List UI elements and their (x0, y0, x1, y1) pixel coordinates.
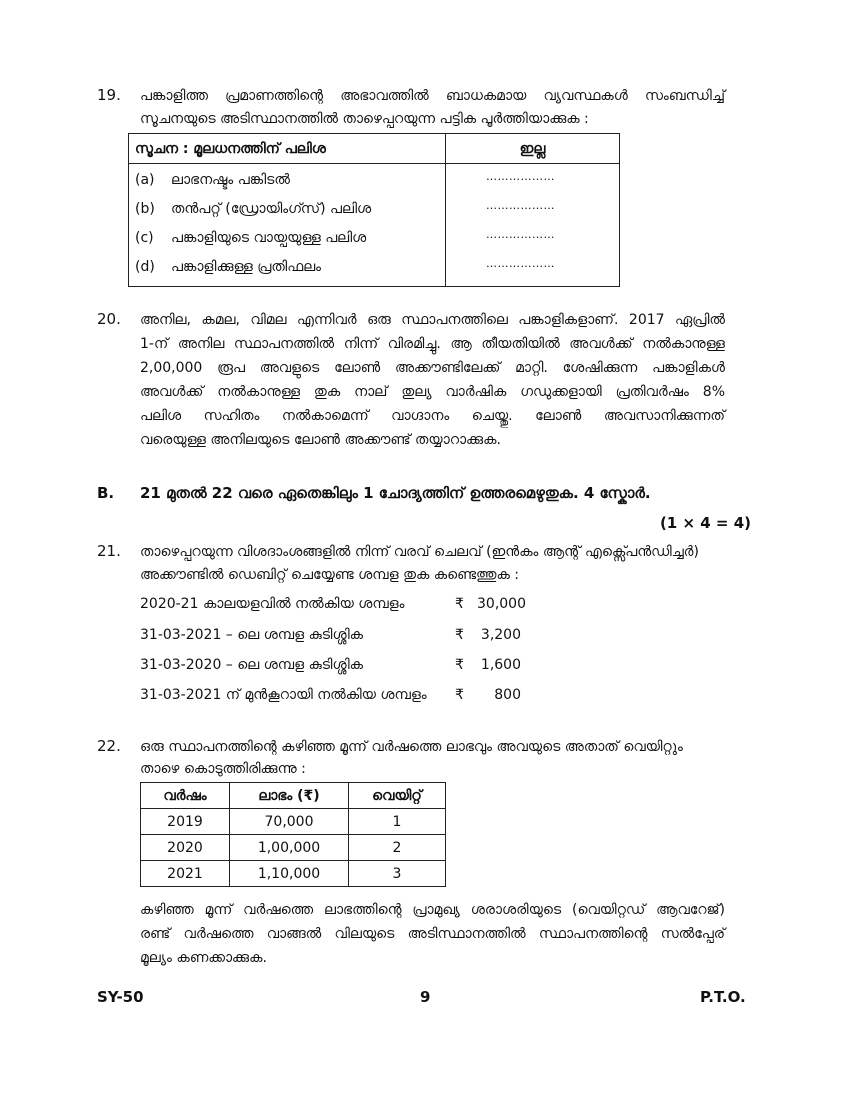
provisions-list (129, 164, 446, 287)
cell-year: 2019 (141, 809, 230, 835)
question-number: 20. (97, 310, 121, 328)
profit-weight-table (140, 782, 446, 887)
answer-blank: ……………… (486, 199, 555, 212)
item-text: തൻപറ്റ് (ഡ്രോയിംഗ്സ്) പലിശ (171, 201, 372, 217)
list-item (135, 195, 445, 224)
item-label: (d) (135, 259, 155, 275)
cell-year: 2020 (141, 835, 230, 861)
section-instruction: 21 മുതൽ 22 വരെ ഏതെങ്കിലും 1 ചോദ്യത്തിന് ഉത്തരമെഴുതുക. 4 സ്കോർ. (140, 484, 651, 502)
salary-row (140, 596, 526, 612)
item-text: പങ്കാളിക്കുള്ള പ്രതിഫലം (171, 259, 322, 275)
salary-row (140, 687, 521, 703)
salary-row (140, 627, 521, 643)
row-description: 31-03-2020 – ലെ ശമ്പള കുടിശ്ശിക (140, 657, 363, 673)
row-amount: 800 (494, 687, 521, 703)
answer-blanks (446, 164, 620, 287)
rupee-symbol: ₹ (455, 687, 464, 703)
question-number: 22. (97, 737, 121, 755)
page-number: 9 (420, 988, 431, 1006)
question-number: 19. (97, 86, 121, 104)
cell-weight: 2 (349, 835, 446, 861)
question-text-line: പലിശ സഹിതം നൽകാമെന്ന് വാഗ്ദാനം ചെയ്തു. ലോൺ അവസാനിക്കുന്നത് (140, 408, 725, 424)
table-header-row (141, 783, 446, 809)
answer-blank: ……………… (486, 170, 555, 183)
question-text-line: മൂല്യം കണക്കാക്കുക. (140, 950, 267, 966)
question-text-line: താഴെ കൊടുത്തിരിക്കുന്നു : (140, 761, 306, 777)
question-text-line: സൂചനയുടെ അടിസ്ഥാനത്തിൽ താഴെപ്പറയുന്ന പട്ടിക പൂർത്തിയാക്കുക : (140, 111, 589, 127)
paper-code: SY-50 (97, 988, 144, 1006)
row-description: 31-03-2021 ന് മുൻകൂറായി നൽകിയ ശമ്പളം (140, 687, 427, 703)
table-row (141, 809, 446, 835)
table-row (141, 835, 446, 861)
rupee-symbol: ₹ (455, 657, 464, 673)
table-header-hint: സൂചന : മൂലധനത്തിന് പലിശ (129, 134, 446, 164)
pto-label: P.T.O. (700, 988, 746, 1006)
cell-profit: 1,10,000 (230, 861, 349, 887)
item-label: (c) (135, 230, 154, 246)
column-header-weight: വെയിറ്റ് (349, 783, 446, 809)
question-text-line: വരെയുള്ള അനിലയുടെ ലോൺ അക്കൗണ്ട് തയ്യാറാക്കുക. (140, 432, 501, 448)
item-text: ലാഭനഷ്ടം പങ്കിടൽ (171, 172, 290, 188)
rupee-symbol: ₹ (455, 627, 464, 643)
question-text-line: 1-ന് അനില സ്ഥാപനത്തിൽ നിന്ന് വിരമിച്ചു. ആ തീയതിയിൽ അവൾക്ക് നൽകാനുള്ള (140, 336, 725, 352)
question-text-line: താഴെപ്പറയുന്ന വിശദാംശങ്ങളിൽ നിന്ന് വരവ് ചെലവ് (ഇൻകം ആന്റ് എക്സ്പെൻഡിച്ചർ) (140, 544, 699, 560)
column-header-profit: ലാഭം (₹) (230, 783, 349, 809)
question-text-line: 2,00,000 രൂപ അവളുടെ ലോൺ അക്കൗണ്ടിലേക്ക് മാറ്റി. ശേഷിക്കുന്ന പങ്കാളികൾ (140, 360, 725, 376)
answer-blank: ……………… (486, 228, 555, 241)
question-text-line: കഴിഞ്ഞ മൂന്ന് വർഷത്തെ ലാഭത്തിന്റെ പ്രാമുഖ്യ ശരാശരിയുടെ (വെയിറ്റഡ് ആവറേജ്) (140, 902, 725, 918)
list-item (135, 253, 445, 282)
list-item (135, 166, 445, 195)
question-text-line: രണ്ട് വർഷത്തെ വാങ്ങൽ വിലയുടെ അടിസ്ഥാനത്തിൽ സ്ഥാപനത്തിന്റെ സൽപ്പേര് (140, 926, 725, 942)
cell-weight: 3 (349, 861, 446, 887)
row-description: 2020-21 കാലയളവിൽ നൽകിയ ശമ്പളം (140, 596, 405, 612)
item-label: (b) (135, 201, 155, 217)
row-description: 31-03-2021 – ലെ ശമ്പള കുടിശ്ശിക (140, 627, 363, 643)
cell-year: 2021 (141, 861, 230, 887)
item-label: (a) (135, 172, 155, 188)
column-header-year: വർഷം (141, 783, 230, 809)
salary-row (140, 657, 521, 673)
cell-weight: 1 (349, 809, 446, 835)
rupee-symbol: ₹ (455, 596, 464, 612)
cell-profit: 70,000 (230, 809, 349, 835)
question-text-line: ഒരു സ്ഥാപനത്തിന്റെ കഴിഞ്ഞ മൂന്ന് വർഷത്തെ ലാഭവും അവയുടെ അതാത് വെയിറ്റും (140, 739, 683, 755)
table-row (141, 861, 446, 887)
question-text-line: അവൾക്ക് നൽകാനുള്ള തുക നാല് തുല്യ വാർഷിക ഗഡുക്കളായി പ്രതിവർഷം 8% (140, 384, 725, 400)
answer-blank: ……………… (486, 257, 555, 270)
row-amount: 30,000 (477, 596, 526, 612)
section-marks: (1 × 4 = 4) (659, 514, 751, 532)
list-item (135, 224, 445, 253)
row-amount: 3,200 (480, 627, 521, 643)
question-text-line: അനില, കമല, വിമല എന്നിവർ ഒരു സ്ഥാപനത്തിലെ പങ്കാളികളാണ്. 2017 ഏപ്രിൽ (140, 312, 725, 328)
item-text: പങ്കാളിയുടെ വായ്പയുള്ള പലിശ (171, 230, 367, 246)
section-letter: B. (97, 484, 115, 502)
question-number: 21. (97, 542, 121, 560)
row-amount: 1,600 (480, 657, 521, 673)
table-header-no: ഇല്ല (446, 134, 620, 164)
question-text-line: പങ്കാളിത്ത പ്രമാണത്തിന്റെ അഭാവത്തിൽ ബാധകമായ വ്യവസ്ഥകൾ സംബന്ധിച്ച് (140, 88, 725, 104)
provisions-table (128, 133, 620, 287)
question-text-line: അക്കൗണ്ടിൽ ഡെബിറ്റ് ചെയ്യേണ്ട ശമ്പള തുക കണ്ടെത്തുക : (140, 567, 520, 583)
cell-profit: 1,00,000 (230, 835, 349, 861)
